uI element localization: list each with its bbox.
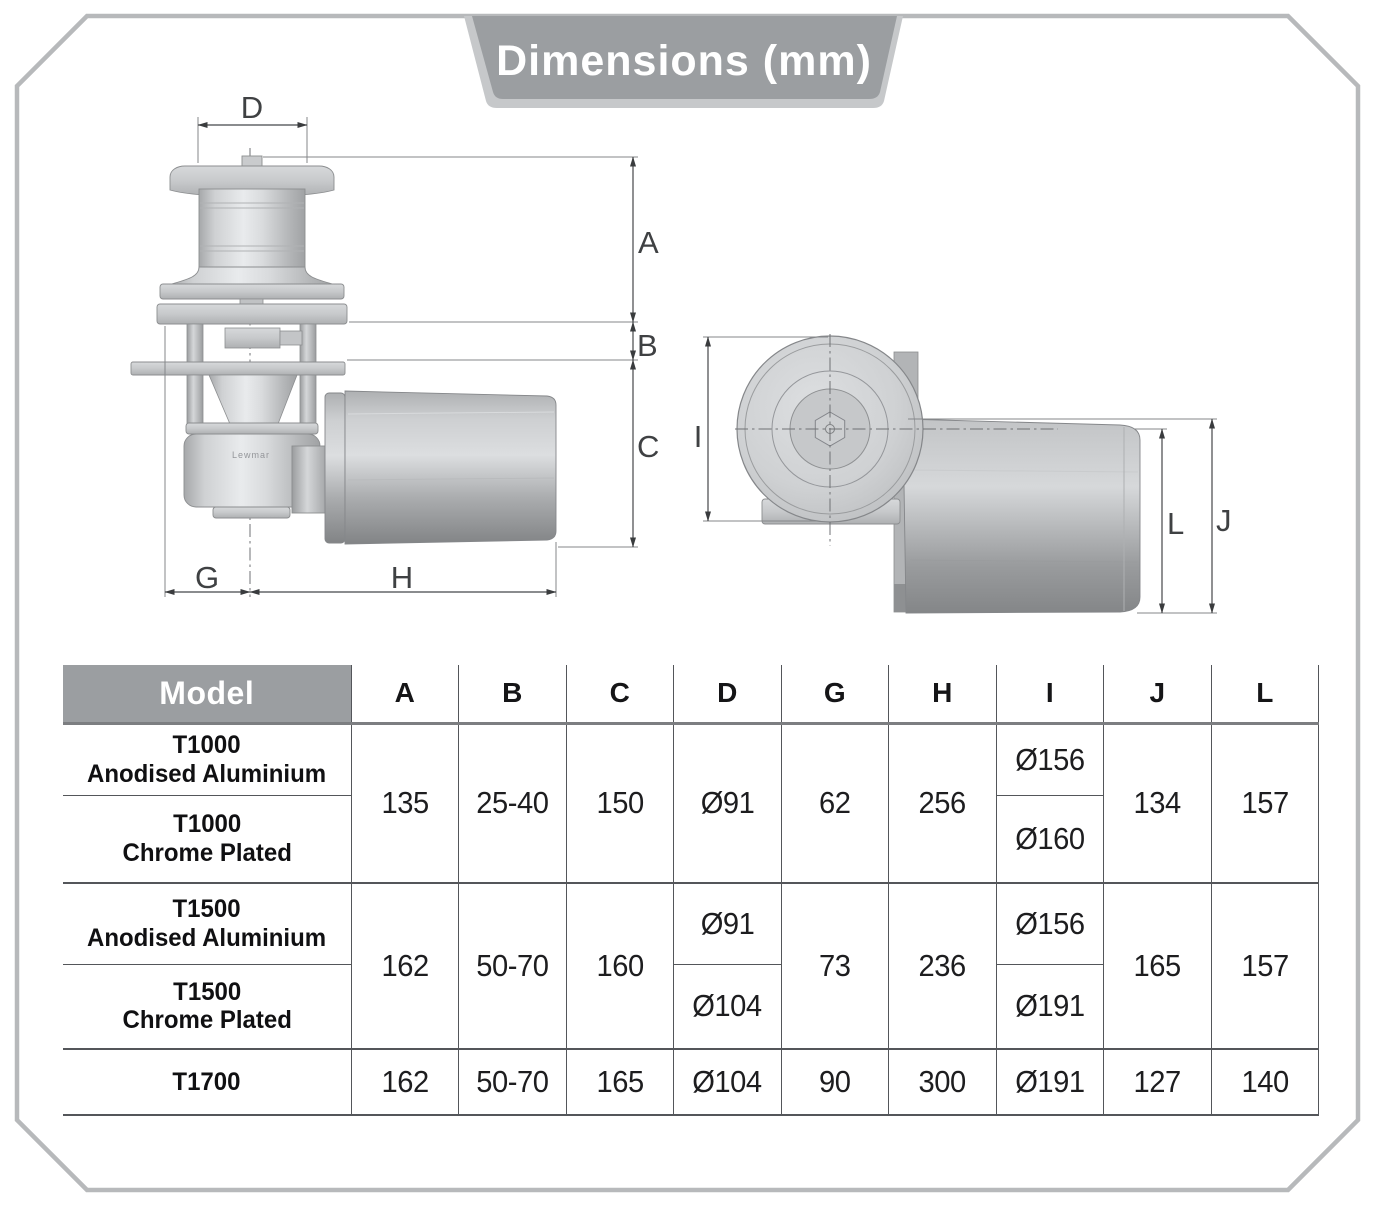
motor-coupling bbox=[292, 446, 330, 513]
model-name-line2: Anodised Aluminium bbox=[87, 759, 327, 788]
column-header-H: H bbox=[889, 665, 997, 723]
column-header-A: A bbox=[351, 665, 459, 723]
model-cell-t1700: T1700 bbox=[63, 1049, 351, 1115]
model-header-cell: Model bbox=[63, 665, 351, 723]
end-view-drawing bbox=[694, 334, 1232, 613]
cell-t1700-B: 50-70 bbox=[459, 1049, 567, 1115]
table-header-row bbox=[63, 665, 1319, 723]
cell-t1000-C: 150 bbox=[566, 723, 674, 883]
cell-t1500-J: 165 bbox=[1104, 883, 1212, 1049]
column-header-L: L bbox=[1211, 665, 1319, 723]
cell-t1000-G: 62 bbox=[781, 723, 889, 883]
dim-label-J: J bbox=[1216, 503, 1232, 538]
column-header-G: G bbox=[781, 665, 889, 723]
model-cell-t1000-anodised bbox=[63, 723, 351, 795]
chain-pipe-step bbox=[280, 331, 302, 345]
chain-pipe-block bbox=[225, 328, 280, 348]
cell-t1700-L: 140 bbox=[1211, 1049, 1319, 1115]
dim-label-G: G bbox=[194, 560, 220, 595]
gearbox-bell bbox=[209, 375, 297, 424]
model-name-line2: Chrome Plated bbox=[122, 1006, 292, 1035]
cell-t1500-D-row2: Ø104 bbox=[674, 964, 782, 1049]
model-cell-t1500-anodised bbox=[63, 883, 351, 964]
model-name-line1: T1500 bbox=[172, 977, 241, 1006]
cell-t1000-B: 25-40 bbox=[459, 723, 567, 883]
model-name-line2: Anodised Aluminium bbox=[87, 923, 327, 952]
stud-left-lower bbox=[187, 375, 203, 425]
table-row bbox=[63, 1049, 1319, 1115]
column-header-I: I bbox=[996, 665, 1104, 723]
mounting-plate bbox=[131, 362, 345, 375]
cell-t1700-D: Ø104 bbox=[674, 1049, 782, 1115]
cell-t1500-L: 157 bbox=[1211, 883, 1319, 1049]
dim-label-B: B bbox=[637, 328, 658, 363]
model-name-line1: T1000 bbox=[172, 731, 241, 759]
cell-t1500-C: 160 bbox=[566, 883, 674, 1049]
cell-t1500-G: 73 bbox=[781, 883, 889, 1049]
model-name-line2: Chrome Plated bbox=[122, 838, 292, 867]
brand-embossed-text: Lewmar bbox=[231, 450, 271, 460]
cell-t1000-D: Ø91 bbox=[674, 723, 782, 883]
table-row bbox=[63, 723, 1319, 795]
dim-label-A: A bbox=[638, 225, 659, 260]
dim-label-L: L bbox=[1167, 506, 1185, 541]
drum-base-ring bbox=[160, 284, 344, 299]
drum-base-flare bbox=[168, 267, 336, 285]
motor-end-ring bbox=[325, 393, 345, 543]
dim-label-H: H bbox=[390, 560, 414, 595]
gearbox-bottom-plate bbox=[213, 507, 290, 518]
stud-left-upper bbox=[187, 324, 203, 362]
drum-top-nut bbox=[242, 156, 262, 167]
drum-waist bbox=[199, 189, 305, 268]
stud-right-lower bbox=[300, 375, 316, 425]
dim-label-D: D bbox=[240, 90, 264, 125]
cell-t1500-D-row1: Ø91 bbox=[674, 883, 782, 964]
model-name-line1: T1000 bbox=[172, 810, 241, 839]
cell-t1500-H: 236 bbox=[889, 883, 997, 1049]
column-header-B: B bbox=[459, 665, 567, 723]
cell-t1000-A: 135 bbox=[351, 723, 459, 883]
column-header-D: D bbox=[674, 665, 782, 723]
cell-t1000-I-row2: Ø160 bbox=[996, 795, 1104, 883]
model-cell-t1500-chrome bbox=[63, 964, 351, 1049]
page-title: Dimensions (mm) bbox=[496, 37, 872, 85]
column-header-C: C bbox=[566, 665, 674, 723]
model-name-line1: T1500 bbox=[172, 895, 241, 924]
cell-t1000-L: 157 bbox=[1211, 723, 1319, 883]
dim-label-C: C bbox=[637, 429, 660, 464]
dim-label-I: I bbox=[693, 419, 703, 454]
motor-body-end-view bbox=[903, 419, 1140, 613]
cell-t1500-I-row2: Ø191 bbox=[996, 964, 1104, 1049]
cell-t1000-J: 134 bbox=[1104, 723, 1212, 883]
cell-t1500-I-row1: Ø156 bbox=[996, 883, 1104, 964]
cell-t1000-I-row1: Ø156 bbox=[996, 723, 1104, 795]
gearbox-top-band bbox=[186, 423, 318, 434]
model-cell-t1000-chrome bbox=[63, 795, 351, 883]
table-row bbox=[63, 883, 1319, 964]
side-view-drawing bbox=[131, 90, 659, 597]
dimensions-table bbox=[63, 665, 1319, 1116]
cell-t1700-I: Ø191 bbox=[996, 1049, 1104, 1115]
cell-t1500-B: 50-70 bbox=[459, 883, 567, 1049]
cell-t1500-A: 162 bbox=[351, 883, 459, 1049]
cell-t1700-A: 162 bbox=[351, 1049, 459, 1115]
cell-t1700-C: 165 bbox=[566, 1049, 674, 1115]
deck-flange bbox=[157, 304, 347, 324]
cell-t1700-G: 90 bbox=[781, 1049, 889, 1115]
cell-t1000-H: 256 bbox=[889, 723, 997, 883]
column-header-J: J bbox=[1104, 665, 1212, 723]
cell-t1700-H: 300 bbox=[889, 1049, 997, 1115]
cell-t1700-J: 127 bbox=[1104, 1049, 1212, 1115]
